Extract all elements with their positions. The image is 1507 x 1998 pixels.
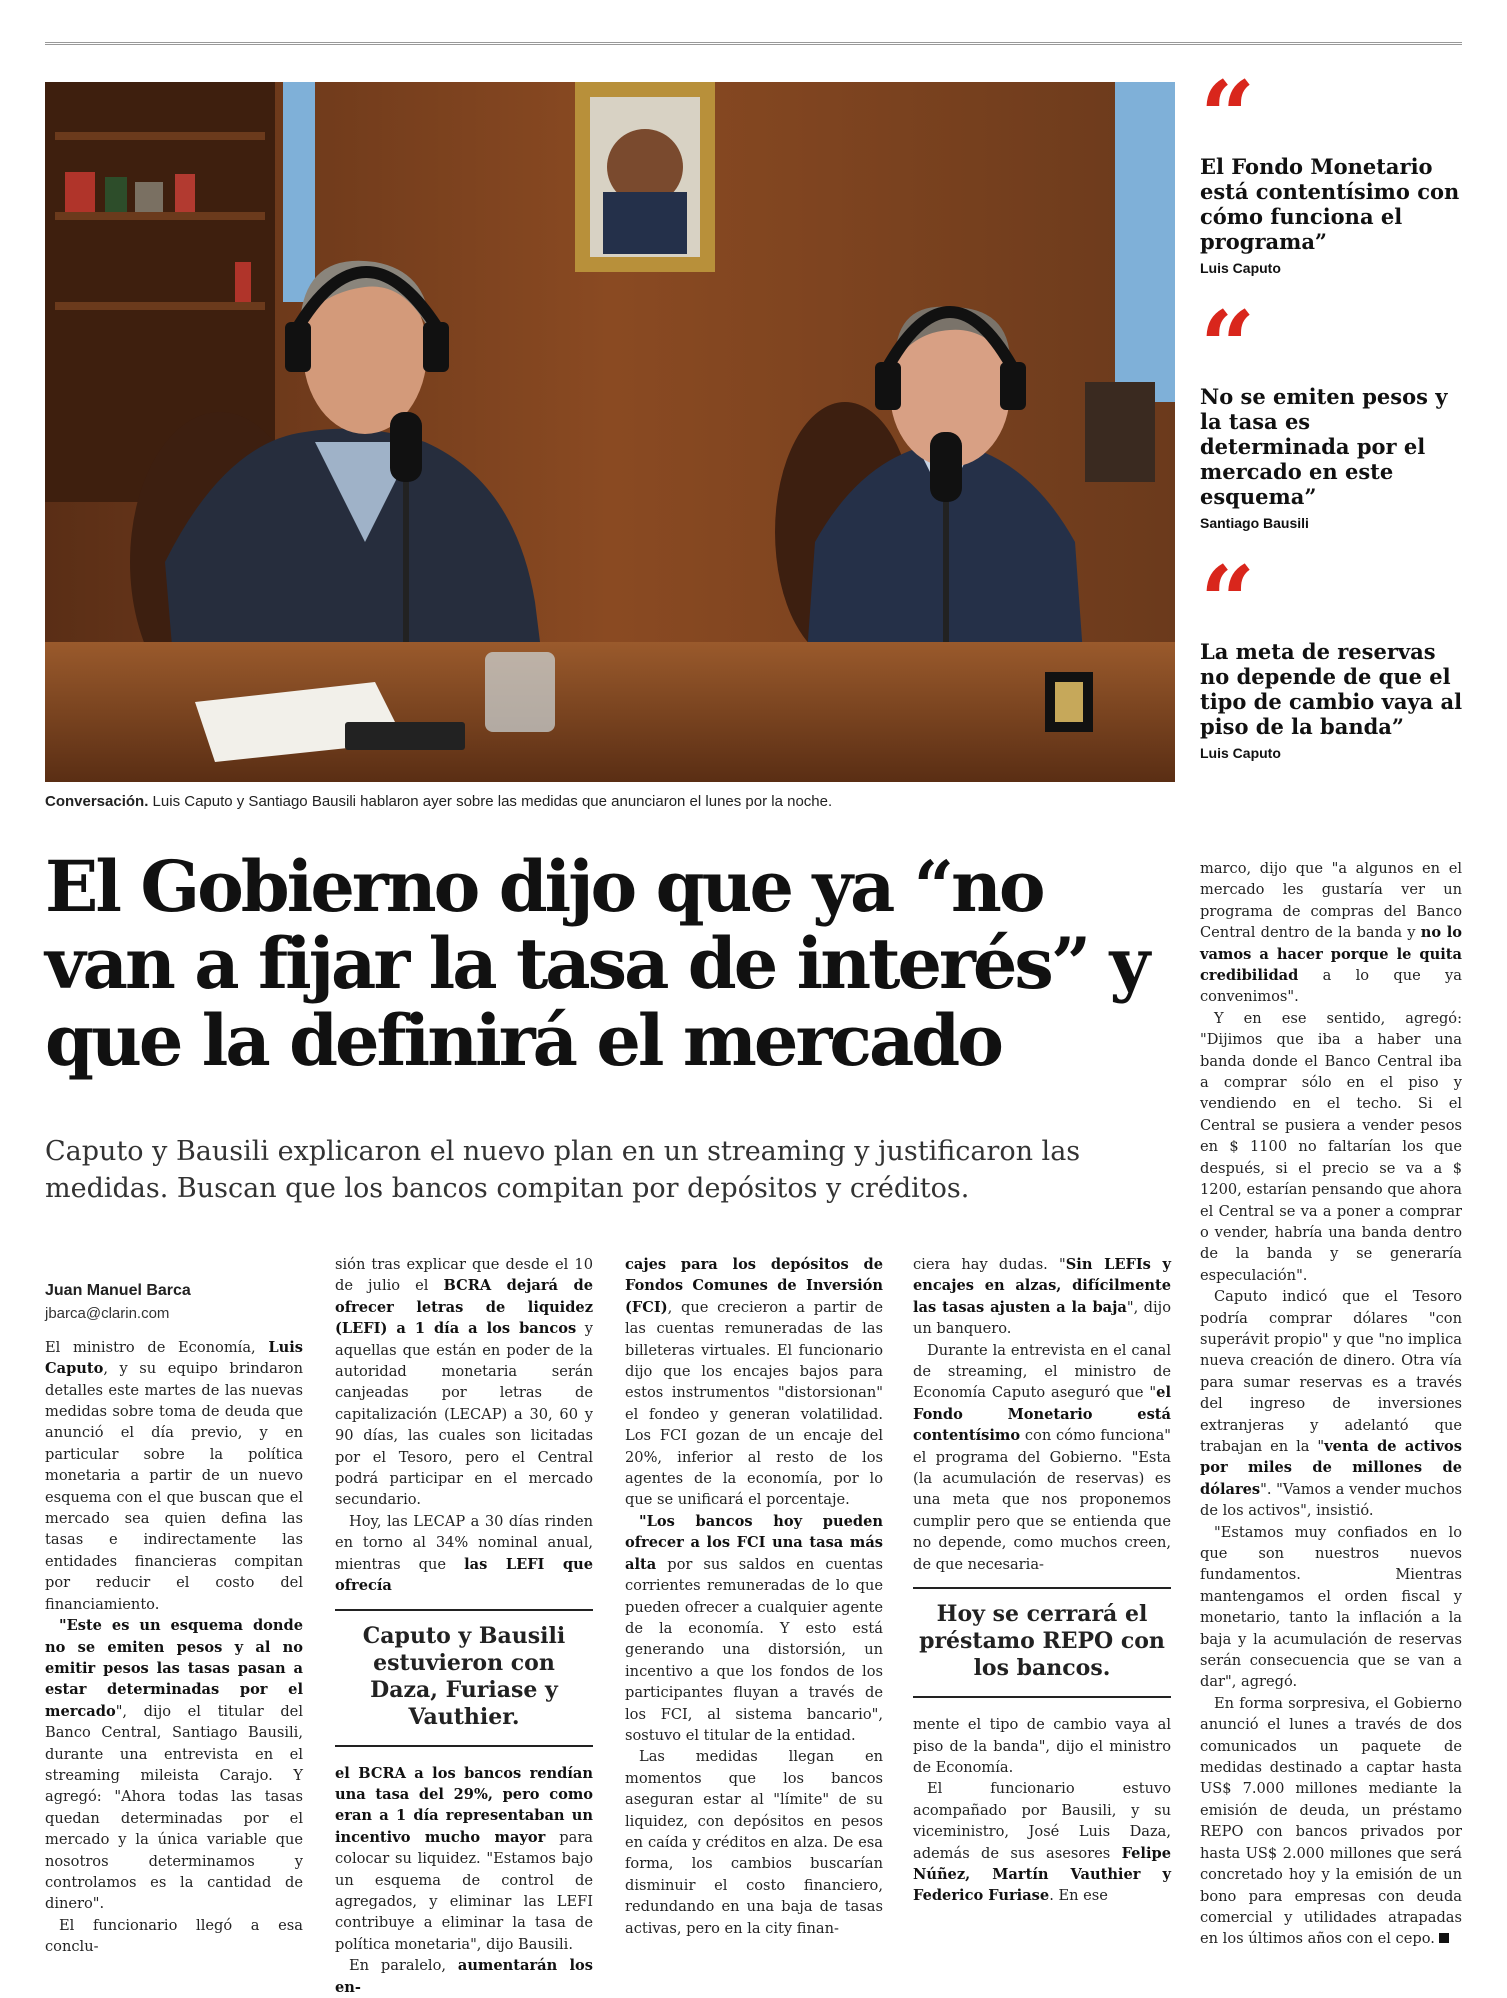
byline-email[interactable]: jbarca@clarin.com bbox=[45, 1305, 170, 1323]
subheadline: Caputo y Bausili explicaron el nuevo plan en un streaming y justificaron las medidas. Buscan que los bancos compitan por depósitos y créditos. bbox=[45, 1136, 1081, 1204]
paragraph: En forma sorpresiva, el Gobierno anunció el lunes a través de dos comunicados un paquete de medidas destinado a captar hasta US$ 7.000 millones mediante la emisión de deuda, un préstamo REPO con bancos privados por hasta US$ 2.000 millones que será concretado hoy y la emisión de un bono para empresas con deuda comercial y utilidades atrapadas en los últimos años con el cepo. bbox=[1200, 1694, 1462, 1948]
paragraph: sión tras explicar que desde el 10 de julio el BCRA dejará de ofrecer letras de liquidez (LEFI) a 1 día a los bancos y aquellas que están en poder de la autoridad monetaria serán canjeadas por letras de capitalización (LECAP) a 30, 60 y 90 días, las cuales son licitadas por el Tesoro, pero el Central podrá participar en el mercado secundario. bbox=[335, 1256, 593, 1509]
sidebar-quote bbox=[1200, 545, 1465, 761]
body-column-3 bbox=[625, 1254, 883, 1939]
pull-quote: Caputo y Bausili estuvieron con Daza, Furiase y Vauthier. bbox=[335, 1609, 593, 1747]
paragraph: En paralelo, aumentarán los en- bbox=[335, 1957, 593, 1996]
quote-author: Luis Caputo bbox=[1200, 745, 1281, 761]
paragraph: mente el tipo de cambio vaya al piso de la banda", dijo el ministro de Economía. bbox=[913, 1716, 1171, 1776]
paragraph: Y en ese sentido, agregó: "Dijimos que iba a haber una banda donde el Banco Central iba a comprar sólo en el piso y vendiendo en el techo. Si el Central se pusiera a vender pesos en $ 1100 no faltarían los que después, si el precio se va a $ 1200, estarían pensando que ahora el Central se va a poner a comprar o vender, habría una banda dentro de la banda y se generaría especulación". bbox=[1200, 1009, 1462, 1284]
paragraph: "Estamos muy confiados en lo que son nuestros nuevos fundamentos. Mientras mantengamos el orden fiscal y monetario, tanto la inflación a la baja y la acumulación de reservas serán consecuencia que se van a dar", agregó. bbox=[1200, 1523, 1462, 1691]
paragraph: El funcionario llegó a esa conclu- bbox=[45, 1916, 303, 1956]
photo-caption bbox=[45, 793, 1175, 810]
paragraph: Hoy, las LECAP a 30 días rinden en torno al 34% nominal anual, mientras que las LEFI que ofrecía bbox=[335, 1512, 593, 1595]
headline: El Gobierno dijo que ya “no van a fijar la tasa de interés” y que la definirá el mercado bbox=[45, 845, 1148, 1082]
quote-text: La meta de reservas no depende de que el tipo de cambio vaya al piso de la banda” bbox=[1200, 639, 1463, 739]
paragraph: "Este es un esquema donde no se emiten pesos y al no emitir pesos las tasas pasan a estar determinadas por el mercado", dijo el titular del Banco Central, Santiago Bausili, durante una entrevista en el streaming mileista Carajo. Y agregó: "Ahora todas las tasas quedan determinadas por el mercado y la única variable que nosotros determinamos y controlamos es la cantidad de dinero". bbox=[45, 1617, 303, 1913]
quote-text: No se emiten pesos y la tasa es determinada por el mercado en este esquema” bbox=[1200, 384, 1448, 509]
paragraph: Las medidas llegan en momentos que los bancos aseguran estar al "límite" de su liquidez, con depósitos en pesos en caída y créditos en alza. De esa forma, los cambios buscarían disminuir el costo financiero, redundando en una baja de tasas activas, pero en la city finan- bbox=[625, 1748, 883, 1937]
quotes-sidebar bbox=[1200, 60, 1465, 797]
pull-quote: Hoy se cerrará el préstamo REPO con los bancos. bbox=[913, 1587, 1171, 1698]
caption-lead: Conversación. bbox=[45, 793, 149, 810]
quote-mark-icon: “ bbox=[1200, 290, 1246, 403]
body-column-2 bbox=[335, 1254, 593, 1998]
sidebar-quote bbox=[1200, 290, 1465, 531]
quote-text: El Fondo Monetario está contentísimo con cómo funciona el programa” bbox=[1200, 154, 1460, 254]
body-column-5 bbox=[1200, 858, 1462, 1950]
top-rule bbox=[45, 42, 1462, 45]
paragraph: El funcionario estuvo acompañado por Bausili, y su viceministro, José Luis Daza, además de sus asesores Felipe Núñez, Martín Vauthier y Federico Furiase. En ese bbox=[913, 1780, 1171, 1905]
paragraph: el BCRA a los bancos rendían una tasa del 29%, pero como eran a 1 día representaban un incentivo mucho mayor para colocar su liquidez. "Estamos bajo un esquema de control de agregados, y eliminar las LEFI contribuye a eliminar la tasa de política monetaria", dijo Bausili. bbox=[335, 1764, 594, 1953]
quote-author: Santiago Bausili bbox=[1200, 515, 1309, 531]
paragraph: El ministro de Economía, Luis Caputo, y su equipo brindaron detalles este martes de las nuevas medidas sobre toma de deuda que anunció el día previo, y en particular sobre la política monetaria a partir de un nuevo esquema con el que buscan que el mercado sea quien defina las tasas e indirectamente las entidades financieras compitan por reducir el costo del financiamiento. bbox=[45, 1338, 303, 1613]
paragraph: Durante la entrevista en el canal de streaming, el ministro de Economía Caputo aseguró que "el Fondo Monetario está contentísimo con cómo funciona" el programa del Gobierno. "Esta (la acumulación de reservas) es una meta que nos proponemos cumplir pero que se entienda que no depende, como muchos creen, de que necesaria- bbox=[913, 1341, 1171, 1573]
quote-author: Luis Caputo bbox=[1200, 260, 1281, 276]
studio-photo-illustration bbox=[45, 82, 1175, 782]
paragraph: "Los bancos hoy pueden ofrecer a los FCI una tasa más alta por sus saldos en cuentas corrientes remuneradas de lo que pueden ofrecer a cualquier agente de la economía. Y esto está generando una distorsión, un incentivo a que los fondos de los participantes fluyan a través de los FCI, al sistema bancario", sostuvo el titular de la entidad. bbox=[625, 1512, 883, 1744]
body-column-1 bbox=[45, 1280, 303, 1958]
paragraph: cajes para los depósitos de Fondos Comunes de Inversión (FCI), que crecieron a partir de las cuentas remuneradas de las billeteras virtuales. El funcionario dijo que los encajes bajos para estos instrumentos "distorsionan" el fondeo y generan volatilidad. Los FCI gozan de un encaje del 20%, inferior al resto de los agentes de la economía, por lo que se unificará el porcentaje. bbox=[625, 1256, 883, 1509]
sidebar-quote bbox=[1200, 60, 1465, 276]
caption-text: Luis Caputo y Santiago Bausili hablaron ayer sobre las medidas que anunciaron el lunes por la noche. bbox=[152, 793, 833, 810]
paragraph: Caputo indicó que el Tesoro podría comprar dólares "con superávit propio" y que "no implica nueva creación de dinero. Otra vía para sumar reservas es a través del ingreso de inversiones extranjeras y adelantó que trabajan en la "venta de activos por miles de millones de dólares". "Vamos a vender muchos de los activos", insistió. bbox=[1200, 1288, 1462, 1520]
news-photo bbox=[45, 82, 1175, 782]
paragraph: ciera hay dudas. "Sin LEFIs y encajes en alzas, difícilmente las tasas ajusten a la baja", dijo un banquero. bbox=[913, 1256, 1172, 1338]
body-column-4 bbox=[913, 1254, 1171, 1907]
quote-mark-icon: “ bbox=[1200, 545, 1246, 658]
quote-mark-icon: “ bbox=[1200, 60, 1246, 173]
byline-author: Juan Manuel Barca bbox=[45, 1282, 191, 1299]
paragraph: marco, dijo que "a algunos en el mercado les gustaría ver un programa de compras del Banco Central dentro de la banda y no lo vamos a hacer porque le quita credibilidad a lo que ya convenimos". bbox=[1200, 860, 1463, 1006]
